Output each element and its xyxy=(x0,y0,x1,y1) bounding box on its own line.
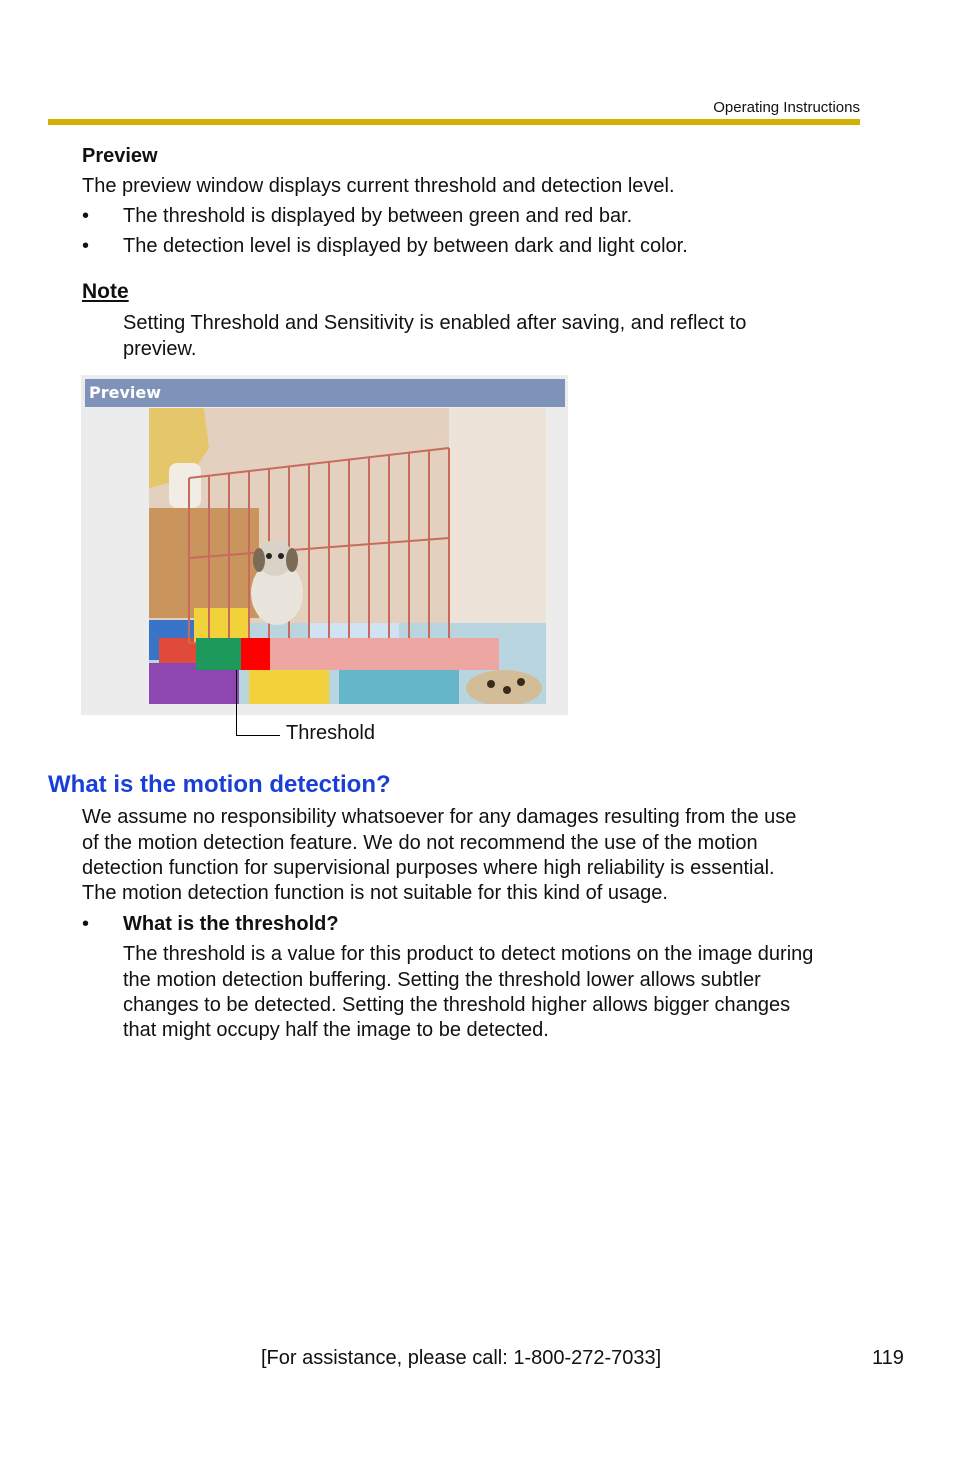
preview-intro: The preview window displays current threshold and detection level. xyxy=(82,175,675,197)
motion-paragraph-line: of the motion detection feature. We do not recommend the use of the motion xyxy=(82,832,758,854)
motion-paragraph-line: detection function for supervisional purposes where high reliability is essential. xyxy=(82,857,775,879)
bullet-symbol: • xyxy=(82,235,90,257)
threshold-explanation-line: The threshold is a value for this product to detect motions on the image during xyxy=(123,943,814,965)
threshold-explanation-line: changes to be detected. Setting the threshold higher allows bigger changes xyxy=(123,994,791,1016)
note-heading: Note xyxy=(82,280,129,303)
motion-paragraph-line: We assume no responsibility whatsoever for any damages resulting from the use xyxy=(82,806,797,828)
preview-bullet-detection: The detection level is displayed by between dark and light color. xyxy=(123,235,688,257)
threshold-explanation-line: that might occupy half the image to be detected. xyxy=(123,1019,549,1041)
header-rule xyxy=(48,119,860,125)
threshold-green-bar xyxy=(196,638,241,670)
note-line: Setting Threshold and Sensitivity is enabled after saving, and reflect to xyxy=(123,312,747,334)
threshold-callout-label: Threshold xyxy=(286,722,375,744)
assistance-footer: [For assistance, please call: 1-800-272-7033] xyxy=(261,1347,662,1369)
preview-heading: Preview xyxy=(82,145,158,167)
bullet-symbol: • xyxy=(82,913,90,935)
threshold-red-marker xyxy=(241,638,270,670)
preview-bullet-threshold: The threshold is displayed by between green and red bar. xyxy=(123,205,633,227)
motion-detection-heading: What is the motion detection? xyxy=(48,771,391,798)
preview-title-bar: Preview xyxy=(85,379,565,407)
page-number: 119 xyxy=(872,1347,904,1369)
note-line: preview. xyxy=(123,338,197,360)
threshold-explanation-line: the motion detection buffering. Setting the threshold lower allows subtler xyxy=(123,969,761,991)
motion-paragraph-line: The motion detection function is not suitable for this kind of usage. xyxy=(82,882,668,904)
bullet-symbol: • xyxy=(82,205,90,227)
threshold-callout-line xyxy=(236,670,280,736)
running-header: Operating Instructions xyxy=(713,99,860,116)
threshold-question-heading: What is the threshold? xyxy=(123,913,339,935)
